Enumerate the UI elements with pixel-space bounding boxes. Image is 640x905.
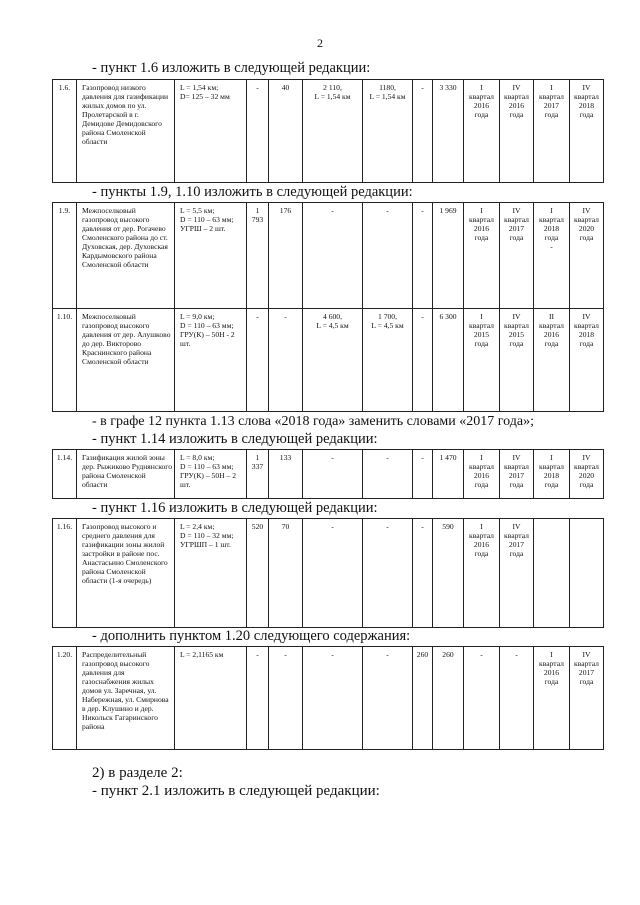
cell-q1: -: [464, 647, 500, 750]
cell-q1: I квартал 2016 года: [464, 80, 500, 183]
cell-c8: -: [413, 80, 433, 183]
object-name: Межпоселковый газопровод высокого давления от дер. Алушково до дер. Викторово Краснинского района Смоленской области: [77, 309, 175, 412]
cell-c4: 1 793: [247, 203, 269, 309]
cell-q1: I квартал 2016 года: [464, 203, 500, 309]
cell-q1: I квартал 2016 года: [464, 519, 500, 628]
cell-q3: [534, 519, 570, 628]
object-params: L = 2,4 км; D = 110 – 32 мм; УГРШП – 1 шт.: [175, 519, 247, 628]
cell-c7: 1 700, L = 4,5 км: [363, 309, 413, 412]
cell-c8: -: [413, 203, 433, 309]
object-name: Газопровод низкого давления для газификации жилых домов по ул. Пролетарской в г. Демидове Демидовского района Смоленской области: [77, 80, 175, 183]
heading-item-1-14: - пункт 1.14 изложить в следующей редакции:: [92, 431, 378, 447]
cell-c8: -: [413, 309, 433, 412]
cell-q2: IV квартал 2017 года: [500, 450, 534, 499]
page-number: 2: [317, 36, 323, 50]
cell-c9: 1 969: [433, 203, 464, 309]
cell-c6: -: [303, 647, 363, 750]
cell-c7: 1180, L = 1,54 км: [363, 80, 413, 183]
cell-q2: IV квартал 2017 года: [500, 519, 534, 628]
object-params: L = 9,0 км; D = 110 – 63 мм; ГРУ(К) – 50Н - 2 шт.: [175, 309, 247, 412]
cell-c9: 6 300: [433, 309, 464, 412]
row-number: 1.16.: [53, 519, 77, 628]
cell-c6: 4 600, L = 4,5 км: [303, 309, 363, 412]
table-item-1-20: [52, 646, 604, 750]
cell-c9: 260: [433, 647, 464, 750]
row-number: 1.6.: [53, 80, 77, 183]
cell-c6: -: [303, 203, 363, 309]
cell-c7: -: [363, 647, 413, 750]
table-items-1-9-1-10: [52, 202, 604, 412]
object-name: Газификация жилой зоны дер. Рыжиково Руднянского района Смоленской области: [77, 450, 175, 499]
cell-c4: 1 337: [247, 450, 269, 499]
cell-c4: -: [247, 80, 269, 183]
object-name: Газопровод высокого и среднего давления для газификации зоны жилой застройки в районе пос. Анастасьино Смоленского района Смоленской области (1-я очередь): [77, 519, 175, 628]
row-number: 1.10.: [53, 309, 77, 412]
cell-q3: I квартал 2018 года: [534, 450, 570, 499]
table-row: [53, 203, 604, 309]
cell-c7: -: [363, 450, 413, 499]
cell-q4: IV квартал 2018 года: [570, 309, 604, 412]
section-2-heading: 2) в разделе 2:: [92, 765, 183, 781]
cell-c6: -: [303, 519, 363, 628]
cell-c4: 520: [247, 519, 269, 628]
cell-q2: IV квартал 2016 года: [500, 80, 534, 183]
table-row: [53, 450, 604, 499]
cell-c5: -: [269, 647, 303, 750]
cell-c8: 260: [413, 647, 433, 750]
cell-q2: IV квартал 2015 года: [500, 309, 534, 412]
cell-c9: 1 470: [433, 450, 464, 499]
cell-c5: 176: [269, 203, 303, 309]
cell-c7: -: [363, 203, 413, 309]
cell-c6: 2 110, L = 1,54 км: [303, 80, 363, 183]
cell-c5: 70: [269, 519, 303, 628]
cell-c8: -: [413, 519, 433, 628]
table-row: [53, 309, 604, 412]
cell-q2: -: [500, 647, 534, 750]
cell-q4: [570, 519, 604, 628]
cell-q1: I квартал 2015 года: [464, 309, 500, 412]
cell-c7: -: [363, 519, 413, 628]
table-item-1-14: [52, 449, 604, 499]
object-params: L = 8,0 км; D = 110 – 63 мм; ГРУ(К) – 50Н – 2 шт.: [175, 450, 247, 499]
object-params: L = 1,54 км; D= 125 – 32 мм: [175, 80, 247, 183]
cell-c9: 590: [433, 519, 464, 628]
cell-q3: I квартал 2016 года: [534, 647, 570, 750]
cell-q3: II квартал 2016 года: [534, 309, 570, 412]
cell-q3: I квартал 2018 года -: [534, 203, 570, 309]
cell-c5: -: [269, 309, 303, 412]
heading-item-1-6: - пункт 1.6 изложить в следующей редакции:: [92, 60, 371, 76]
cell-c4: -: [247, 309, 269, 412]
table-row: [53, 519, 604, 628]
cell-c6: -: [303, 450, 363, 499]
row-number: 1.9.: [53, 203, 77, 309]
heading-item-1-16: - пункт 1.16 изложить в следующей редакции:: [92, 500, 378, 516]
cell-q4: IV квартал 2018 года: [570, 80, 604, 183]
heading-item-2-1: - пункт 2.1 изложить в следующей редакции:: [92, 783, 380, 799]
table-row: [53, 647, 604, 750]
cell-c9: 3 330: [433, 80, 464, 183]
cell-c4: -: [247, 647, 269, 750]
row-number: 1.14.: [53, 450, 77, 499]
heading-items-1-9-1-10: - пункты 1.9, 1.10 изложить в следующей редакции:: [92, 184, 413, 200]
object-name: Распределительный газопровод высокого давления для газоснабжения жилых домов ул. Заречная, ул. Набережная, ул. Смирнова в дер. Клушино и дер. Никольск Гагаринского района: [77, 647, 175, 750]
heading-item-1-13: - в графе 12 пункта 1.13 слова «2018 года» заменить словами «2017 года»;: [92, 414, 534, 429]
cell-c5: 133: [269, 450, 303, 499]
object-params: L = 5,5 км; D = 110 – 63 мм; УГРШ – 2 шт.: [175, 203, 247, 309]
cell-c8: -: [413, 450, 433, 499]
cell-q4: IV квартал 2020 года: [570, 450, 604, 499]
table-row: [53, 80, 604, 183]
cell-q4: IV квартал 2017 года: [570, 647, 604, 750]
cell-q4: IV квартал 2020 года: [570, 203, 604, 309]
table-item-1-6: [52, 79, 604, 183]
object-params: L = 2,1165 км: [175, 647, 247, 750]
heading-item-1-20: - дополнить пунктом 1.20 следующего содержания:: [92, 628, 411, 644]
cell-q1: I квартал 2016 года: [464, 450, 500, 499]
row-number: 1.20.: [53, 647, 77, 750]
object-name: Межпоселковый газопровод высокого давления от дер. Рогачево Смоленского района до ст. Духовская, дер. Духовская Кардымовского района Смоленской области: [77, 203, 175, 309]
table-item-1-16: [52, 518, 604, 628]
cell-c5: 40: [269, 80, 303, 183]
cell-q2: IV квартал 2017 года: [500, 203, 534, 309]
cell-q3: I квартал 2017 года: [534, 80, 570, 183]
